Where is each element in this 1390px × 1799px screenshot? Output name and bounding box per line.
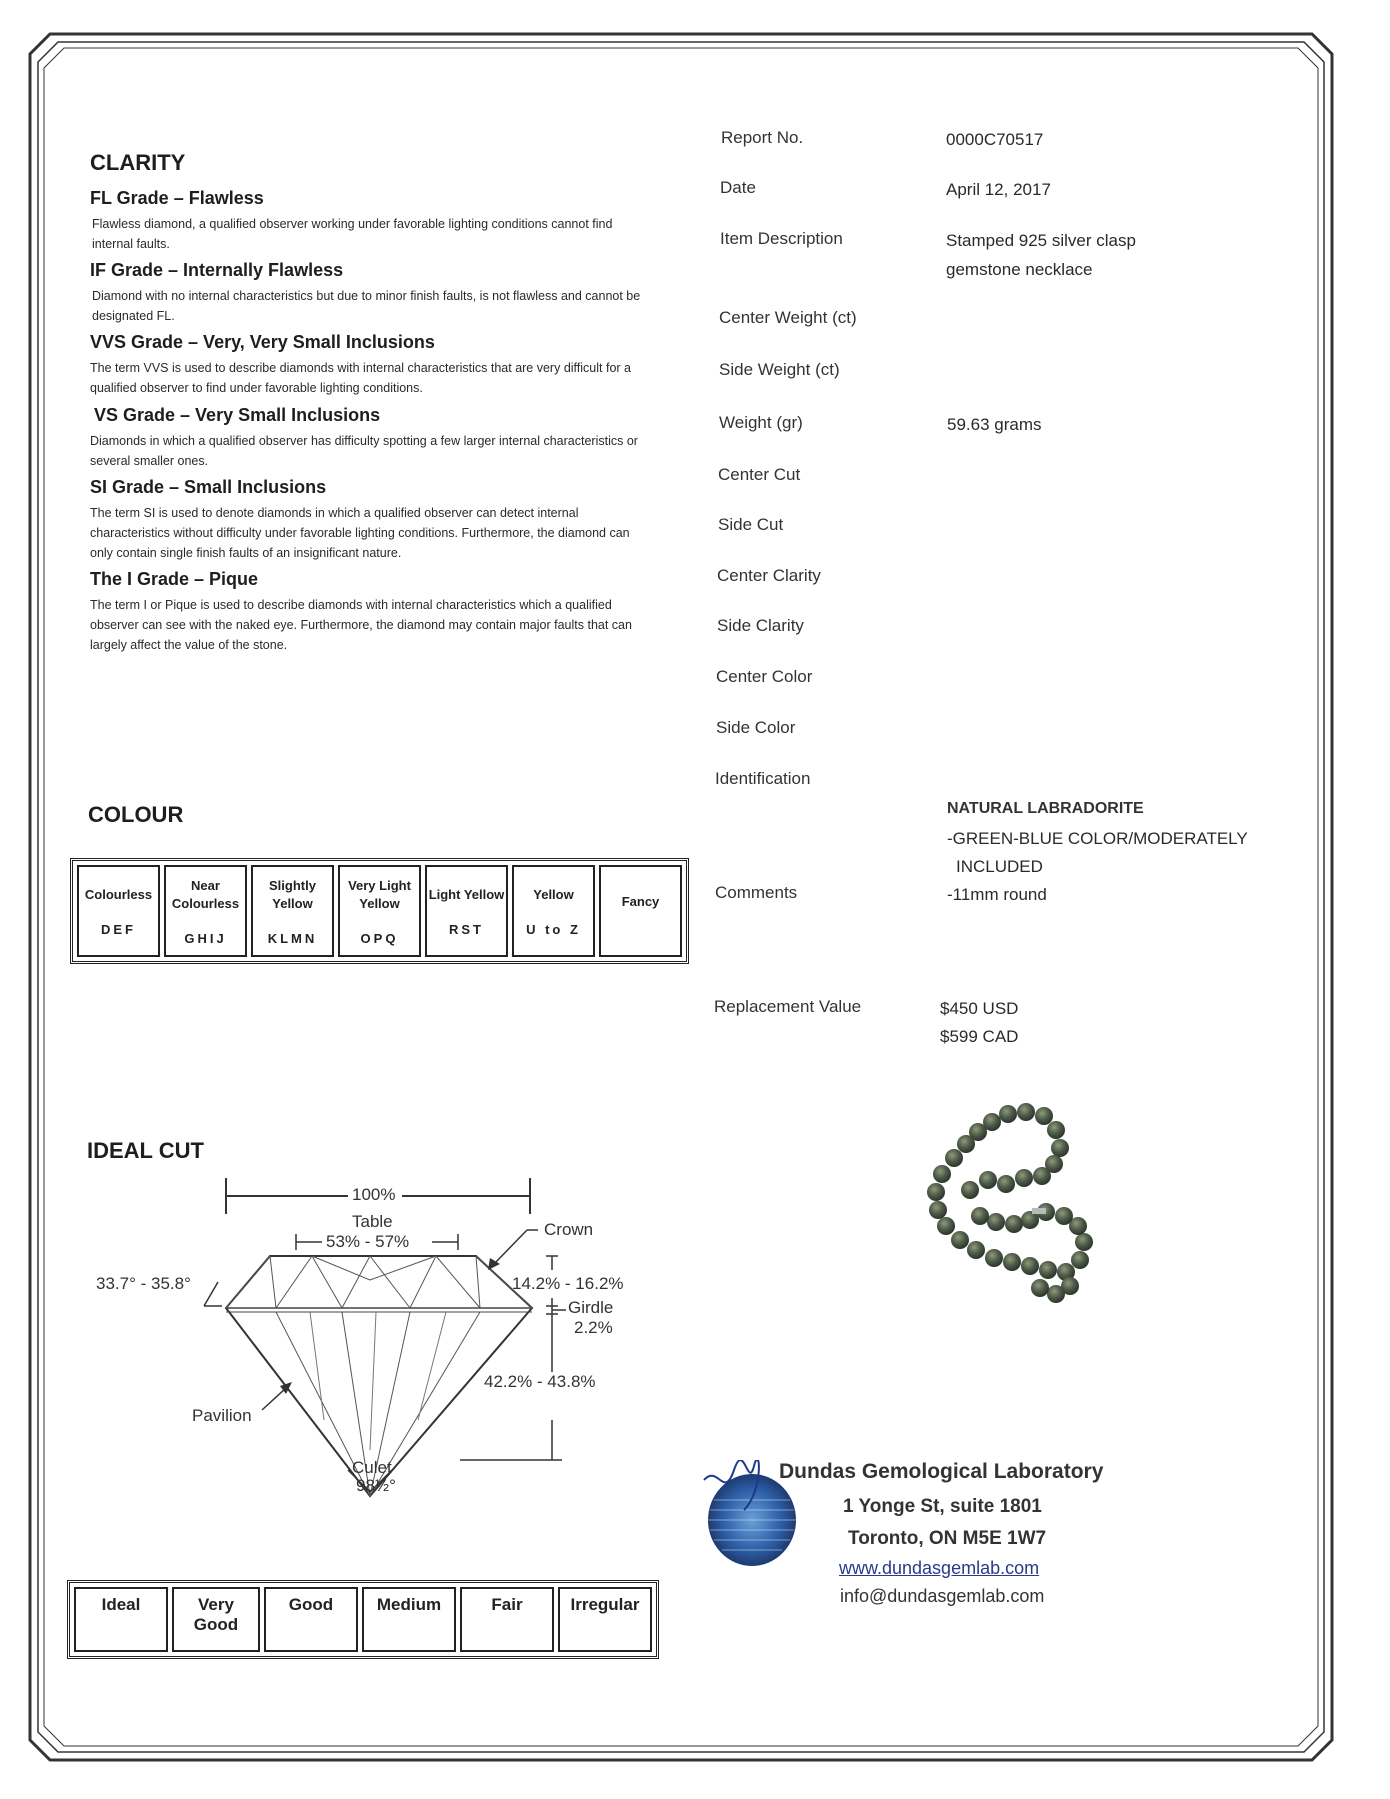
lab-address-line-2: Toronto, ON M5E 1W7	[848, 1528, 1047, 1549]
comment-line-1: -GREEN-BLUE COLOR/MODERATELY	[947, 829, 1248, 848]
clarity-title: CLARITY	[90, 150, 186, 175]
grade-if-heading: IF Grade – Internally Flawless	[90, 260, 344, 280]
grade-si-heading: SI Grade – Small Inclusions	[90, 477, 327, 497]
report-no-value: 0000C70517	[946, 130, 1044, 149]
colour-cell: Near Colourless GHIJ	[164, 865, 247, 957]
side-color-label: Side Color	[716, 718, 796, 737]
grade-if-text: Diamond with no internal characteristics but due to minor finish faults, is not flawless and cannot be designated FL.	[92, 289, 641, 323]
side-weight-label: Side Weight (ct)	[719, 360, 840, 379]
comment-line-2: INCLUDED	[956, 857, 1043, 876]
center-cut-label: Center Cut	[718, 465, 801, 484]
side-clarity-label: Side Clarity	[717, 616, 804, 635]
cut-grade-medium: Medium	[362, 1587, 456, 1652]
cut-pavilion-depth: 42.2% - 43.8%	[484, 1372, 596, 1391]
side-cut-label: Side Cut	[718, 515, 784, 534]
cut-girdle-value: 2.2%	[574, 1318, 613, 1337]
colour-cell: Light Yellow RST	[425, 865, 508, 957]
colour-scale-table	[70, 858, 689, 964]
lab-website-link[interactable]: www.dundasgemlab.com	[839, 1558, 1040, 1578]
diamond-diagram	[80, 1170, 660, 1500]
cut-grade-good: Good	[264, 1587, 358, 1652]
cut-culet-label: Culet	[352, 1458, 392, 1477]
comment-line-3: -11mm round	[947, 885, 1047, 904]
cut-grade-table	[67, 1580, 659, 1659]
replacement-usd: $450 USD	[940, 999, 1019, 1018]
cut-table-label: Table	[352, 1212, 393, 1231]
grade-vs-heading: VS Grade – Very Small Inclusions	[94, 405, 381, 425]
grade-vvs-heading: VVS Grade – Very, Very Small Inclusions	[90, 332, 435, 352]
identification-label: Identification	[715, 769, 811, 788]
grade-vvs-text: The term VVS is used to describe diamonds with internal characteristics that are very difficult for a qualified observer to find under favorable lighting conditions.	[90, 361, 631, 395]
identification-value: NATURAL LABRADORITE	[947, 800, 1144, 817]
grade-i-text: The term I or Pique is used to describe diamonds with internal characteristics which a qualified observer can see with the naked eye. Furthermore, the diamond may contain major faults that can largely affect the value of the stone.	[90, 598, 632, 652]
cut-crown-height: 14.2% - 16.2%	[512, 1274, 624, 1293]
colour-cell: Yellow U to Z	[512, 865, 595, 957]
grade-i-heading: The I Grade – Pique	[90, 569, 259, 589]
cut-grade-very-good: Very Good	[172, 1587, 260, 1652]
cut-grade-ideal: Ideal	[74, 1587, 168, 1652]
cut-crown-angle: 33.7° - 35.8°	[96, 1274, 191, 1293]
cut-table-range: 53% - 57%	[326, 1232, 410, 1251]
cut-width-label: 100%	[352, 1185, 396, 1204]
comments-label: Comments	[715, 883, 798, 902]
cut-grade-irregular: Irregular	[558, 1587, 652, 1652]
center-color-label: Center Color	[716, 667, 813, 686]
lab-address-line-1: 1 Yonge St, suite 1801	[843, 1496, 1042, 1517]
center-weight-label: Center Weight (ct)	[719, 308, 857, 327]
cut-girdle-label: Girdle	[568, 1298, 614, 1317]
weight-value: 59.63 grams	[947, 415, 1042, 434]
replacement-value-label: Replacement Value	[714, 997, 862, 1016]
report-no-label: Report No.	[721, 128, 804, 147]
cut-pavilion-label: Pavilion	[192, 1406, 252, 1425]
colour-title: COLOUR	[88, 802, 184, 827]
weight-label: Weight (gr)	[719, 413, 803, 432]
necklace-photo	[870, 1100, 1120, 1350]
grade-si-text: The term SI is used to denote diamonds in which a qualified observer can detect internal characteristics without difficulty under favorable lighting conditions. Furthermore, the diamond can only contain single finish faults of an insignificant nature.	[90, 506, 630, 560]
item-description-label: Item Description	[720, 229, 843, 248]
grade-vs-text: Diamonds in which a qualified observer has difficulty spotting a few larger internal characteristics or several smaller ones.	[90, 434, 638, 468]
replacement-cad: $599 CAD	[940, 1027, 1019, 1046]
date-value: April 12, 2017	[946, 180, 1051, 199]
grade-fl-heading: FL Grade – Flawless	[90, 188, 264, 208]
cut-culet-value: 98½°	[356, 1476, 396, 1495]
item-description-value-2: gemstone necklace	[946, 260, 1093, 279]
item-description-value-1: Stamped 925 silver clasp	[946, 231, 1136, 250]
cut-crown-label: Crown	[544, 1220, 594, 1239]
lab-email: info@dundasgemlab.com	[840, 1586, 1045, 1606]
center-clarity-label: Center Clarity	[717, 566, 821, 585]
date-label: Date	[720, 178, 756, 197]
colour-cell: Colourless DEF	[77, 865, 160, 957]
cut-grade-fair: Fair	[460, 1587, 554, 1652]
colour-cell: Slightly Yellow KLMN	[251, 865, 334, 957]
grade-fl-text: Flawless diamond, a qualified observer working under favorable lighting conditions cannot find internal faults.	[92, 217, 613, 251]
ideal-cut-title: IDEAL CUT	[87, 1138, 204, 1163]
lab-name: Dundas Gemological Laboratory	[779, 1460, 1104, 1483]
colour-cell: Fancy	[599, 865, 682, 957]
colour-cell: Very Light Yellow OPQ	[338, 865, 421, 957]
